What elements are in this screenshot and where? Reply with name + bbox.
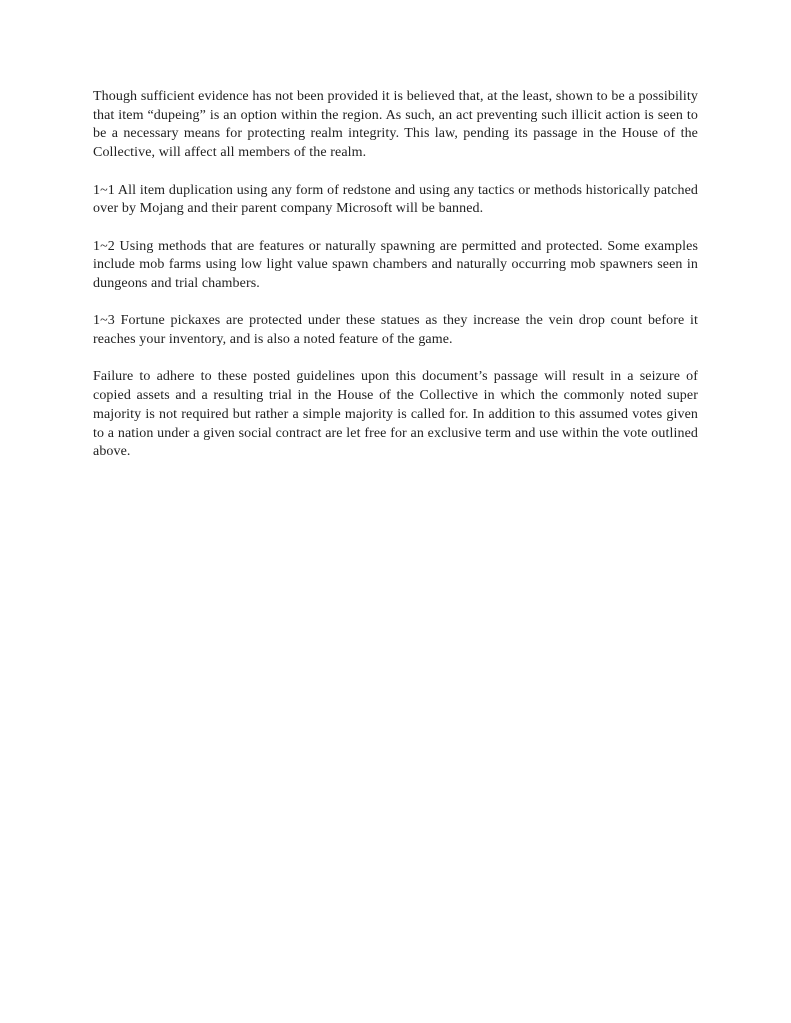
paragraph-enforcement: Failure to adhere to these posted guidelines upon this document’s passage will result in a seizure of copied assets and a resulting trial in the House of the Collective in which the commonly noted super majority is not required but rather a simple majority is called for. In addition to this assumed votes given to a nation under a given social contract are let free for an exclusive term and use within the vote outlined above. <box>93 369 698 460</box>
document-body <box>93 88 698 481</box>
paragraph-clause-1-1: 1~1 All item duplication using any form of redstone and using any tactics or methods historically patched over by Mojang and their parent company Microsoft will be banned. <box>93 182 698 217</box>
paragraph-clause-1-2: 1~2 Using methods that are features or naturally spawning are permitted and protected. Some examples include mob farms using low light value spawn chambers and naturally occurring mob spawners seen in dungeons and trial chambers. <box>93 238 698 291</box>
paragraph-clause-1-3: 1~3 Fortune pickaxes are protected under these statues as they increase the vein drop count before it reaches your inventory, and is also a noted feature of the game. <box>93 313 698 348</box>
paragraph-intro: Though sufficient evidence has not been provided it is believed that, at the least, shown to be a possibility that item “dupeing” is an option within the region. As such, an act preventing such illicit action is seen to be a necessary means for protecting realm integrity. This law, pending its passage in the House of the Collective, will affect all members of the realm. <box>93 89 698 161</box>
